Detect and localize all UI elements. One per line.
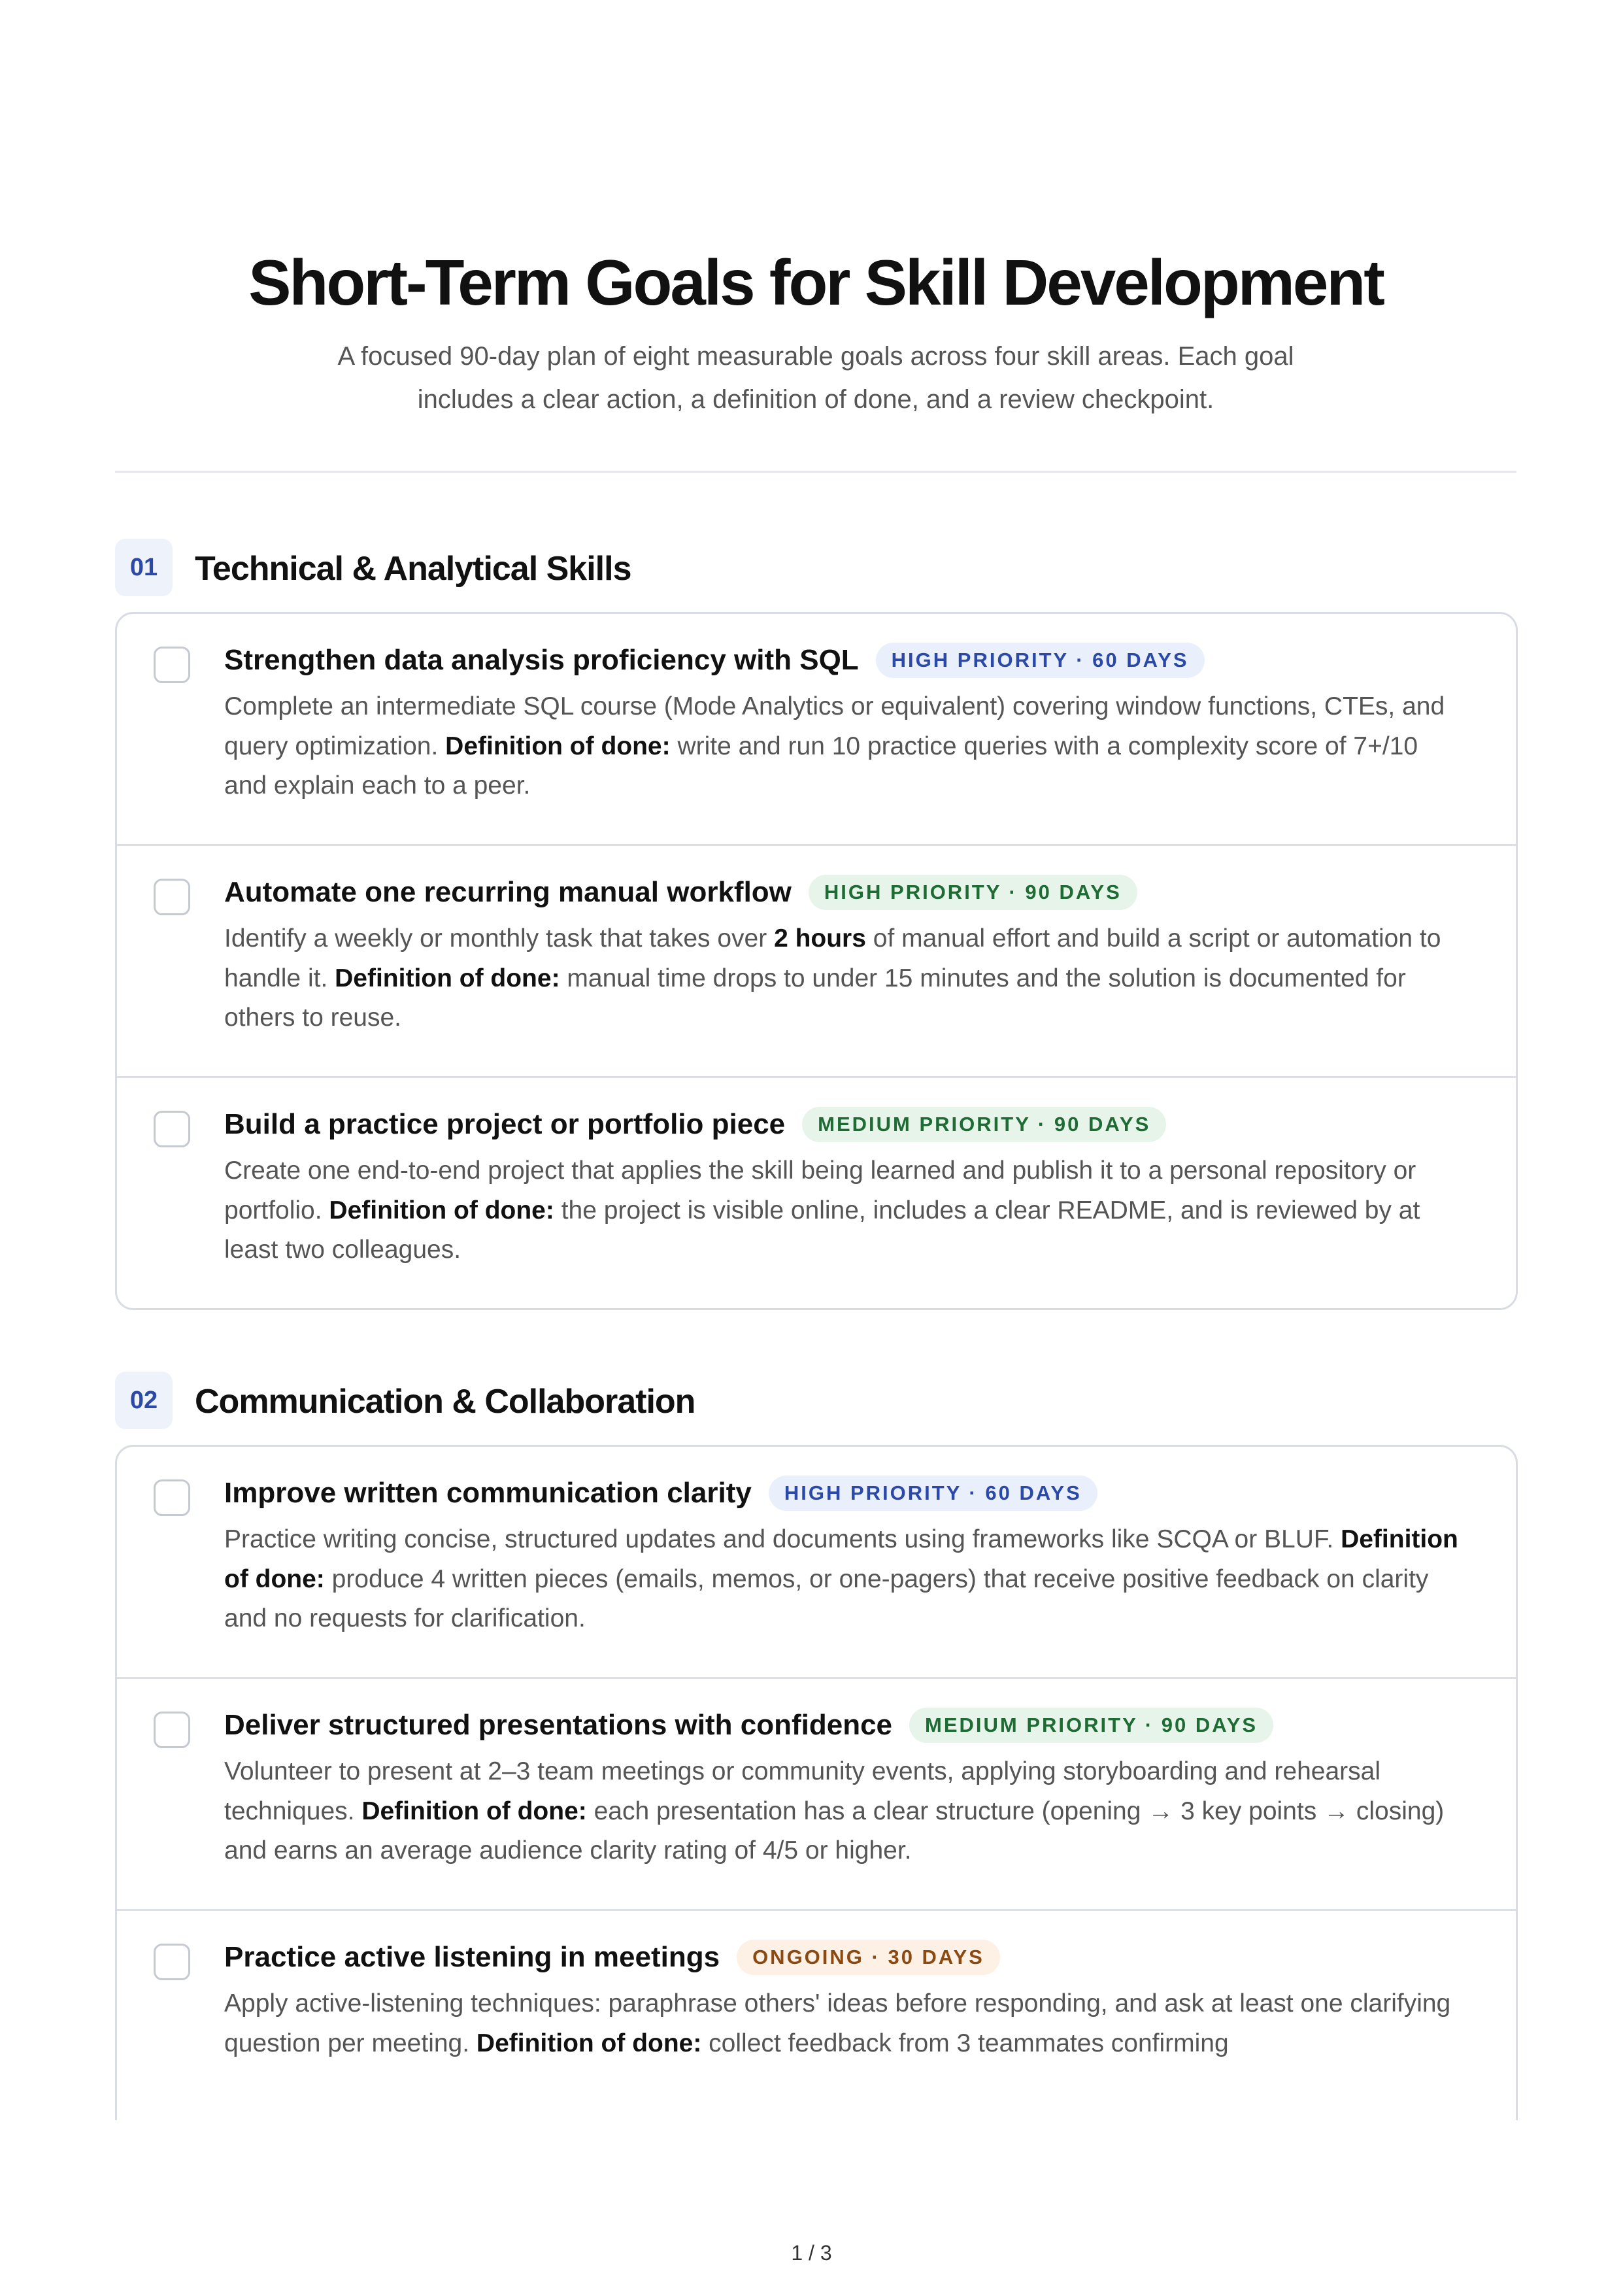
page-number: 1 / 3 xyxy=(791,2241,832,2265)
desc-text: Complete an intermediate SQL course (Mode Analytics or equivalent) covering window functions, CTEs, and query optimization. xyxy=(224,692,1445,760)
goal-item xyxy=(117,1911,1516,2120)
definition-of-done-label: Definition of done: xyxy=(224,1525,1458,1593)
desc-text: Practice writing concise, structured updates and documents using frameworks like SCQA or BLUF. xyxy=(224,1525,1341,1553)
goal-title: Build a practice project or portfolio piece xyxy=(224,1108,786,1140)
goal-title: Automate one recurring manual workflow xyxy=(224,876,792,908)
priority-badge: HIGH PRIORITY · 60 DAYS xyxy=(876,643,1205,678)
definition-of-done-label: Definition of done: xyxy=(476,2029,702,2057)
goal-description xyxy=(224,1984,1466,2063)
section-title: Technical & Analytical Skills xyxy=(195,550,631,588)
definition-of-done-label: Definition of done: xyxy=(329,1196,554,1224)
goal-item xyxy=(117,1078,1516,1308)
desc-text: Volunteer to present at 2–3 team meetings or community events, applying storyboarding and rehearsal techniques. xyxy=(224,1757,1381,1825)
definition-of-done-label: Definition of done: xyxy=(361,1797,587,1825)
desc-text: of manual effort and build a script or automation to handle it. xyxy=(224,924,1441,992)
goal-title: Practice active listening in meetings xyxy=(224,1941,720,1973)
goal-item xyxy=(117,614,1516,846)
section-header xyxy=(115,1372,1516,1432)
desc-text: each presentation has a clear structure (opening → 3 key points → closing) and earns an average audience clarity rating of 4/5 or higher. xyxy=(224,1797,1445,1865)
priority-badge: HIGH PRIORITY · 90 DAYS xyxy=(809,875,1137,910)
goal-item xyxy=(117,1447,1516,1679)
priority-badge: HIGH PRIORITY · 60 DAYS xyxy=(769,1476,1097,1511)
goal-title: Deliver structured presentations with confidence xyxy=(224,1709,893,1741)
goal-card xyxy=(115,1445,1518,2120)
goal-description xyxy=(224,1151,1466,1270)
goal-item xyxy=(117,1679,1516,1911)
goal-description xyxy=(224,1752,1466,1871)
desc-text: Identify a weekly or monthly task that takes over xyxy=(224,924,775,953)
emphasis-text: 2 hours xyxy=(774,924,866,953)
desc-text: write and run 10 practice queries with a complexity score of 7+/10 and explain each to a peer. xyxy=(224,732,1418,800)
divider xyxy=(115,471,1516,473)
section-header xyxy=(115,539,1516,599)
goal-checkbox[interactable] xyxy=(154,879,190,915)
goal-description xyxy=(224,687,1466,806)
priority-badge: MEDIUM PRIORITY · 90 DAYS xyxy=(802,1107,1166,1142)
definition-of-done-label: Definition of done: xyxy=(445,732,671,760)
goal-item xyxy=(117,846,1516,1078)
goal-card xyxy=(115,612,1518,1310)
goal-title: Strengthen data analysis proficiency with SQL xyxy=(224,644,859,676)
goal-title: Improve written communication clarity xyxy=(224,1477,752,1509)
priority-badge: ONGOING · 30 DAYS xyxy=(737,1940,1000,1975)
goal-checkbox[interactable] xyxy=(154,1944,190,1980)
section-communication xyxy=(115,1372,1516,2057)
desc-text: Apply active-listening techniques: paraphrase others' ideas before responding, and ask at least one clarifying question per meeting. xyxy=(224,1989,1451,2057)
goal-checkbox[interactable] xyxy=(154,1111,190,1147)
definition-of-done-label: Definition of done: xyxy=(335,964,560,992)
desc-text: produce 4 written pieces (emails, memos, or one-pagers) that receive positive feedback on clarity and no requests for clarification. xyxy=(224,1564,1429,1632)
goal-checkbox[interactable] xyxy=(154,1712,190,1748)
goal-description xyxy=(224,1520,1466,1639)
page-title: Short-Term Goals for Skill Development xyxy=(248,246,1383,318)
section-title: Communication & Collaboration xyxy=(195,1383,695,1421)
section-number-badge: 01 xyxy=(115,539,173,596)
desc-text: the project is visible online, includes a clear README, and is reviewed by at least two colleagues. xyxy=(224,1196,1420,1264)
desc-text: collect feedback from 3 teammates confirming xyxy=(701,2029,1229,2057)
goal-checkbox[interactable] xyxy=(154,1479,190,1516)
page-subtitle: A focused 90-day plan of eight measurable goals across four skill areas. Each goal includes a clear action, a definition of done, and a review checkpoint. xyxy=(337,342,1294,414)
section-number-badge: 02 xyxy=(115,1372,173,1429)
goal-checkbox[interactable] xyxy=(154,647,190,683)
section-technical xyxy=(115,539,1516,1264)
priority-badge: MEDIUM PRIORITY · 90 DAYS xyxy=(909,1708,1273,1743)
desc-text: Create one end-to-end project that applies the skill being learned and publish it to a personal repository or portfolio. xyxy=(224,1156,1416,1224)
desc-text: manual time drops to under 15 minutes and the solution is documented for others to reuse. xyxy=(224,964,1406,1032)
goal-description xyxy=(224,919,1466,1038)
